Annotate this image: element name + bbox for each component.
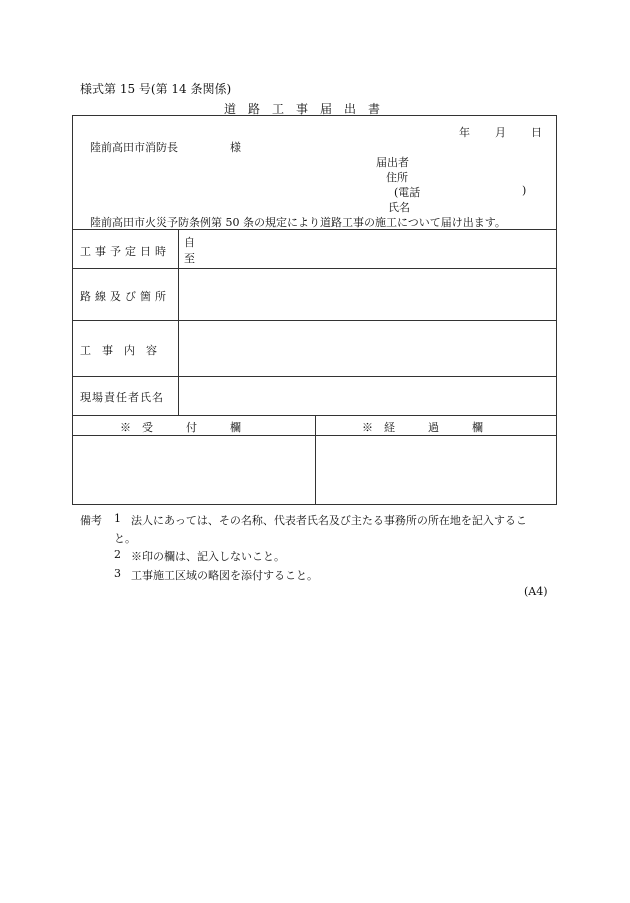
honorific: 様 — [230, 141, 241, 154]
content-field[interactable] — [180, 322, 555, 374]
address-label: 住所 — [386, 171, 408, 184]
note-1-text: 法人にあっては、その名称、代表者氏名及び主たる事務所の所在地を記入するこ — [131, 514, 527, 527]
route-label: 路線及び箇所 — [80, 290, 170, 303]
statement: 陸前高田市火災予防条例第 50 条の規定により道路工事の施工について届け出ます。 — [90, 216, 506, 229]
bottom-column-divider — [315, 415, 316, 505]
schedule-field[interactable] — [200, 231, 555, 266]
notes-label: 備考 — [80, 514, 102, 527]
content-label: 工 事 内 容 — [80, 344, 157, 357]
note-1-continuation: と。 — [114, 532, 136, 545]
divider-after-route — [72, 320, 557, 321]
divider-after-content — [72, 376, 557, 377]
note-3-text: 工事施工区域の略図を添付すること。 — [131, 569, 318, 582]
addressee: 陸前高田市消防長 — [90, 141, 178, 154]
note-1-number: 1 — [114, 512, 121, 525]
from-label: 自 — [184, 236, 195, 249]
progress-label: ※ 経 過 欄 — [362, 421, 483, 434]
name-label: 氏名 — [388, 201, 410, 214]
note-3-number: 3 — [114, 567, 121, 580]
note-2-text: ※印の欄は、記入しないこと。 — [131, 550, 285, 563]
note-2-number: 2 — [114, 548, 121, 561]
form-number: 様式第 15 号(第 14 条関係) — [80, 82, 232, 96]
divider-after-schedule — [72, 268, 557, 269]
manager-field[interactable] — [180, 378, 555, 413]
reception-label: ※ 受 付 欄 — [120, 421, 241, 434]
phone-open: (電話 — [394, 186, 421, 199]
date-year-label: 年 — [459, 126, 470, 139]
form-title: 道 路 工 事 届 出 書 — [224, 102, 381, 116]
date-day-label: 日 — [531, 126, 542, 139]
applicant-label: 届出者 — [376, 156, 409, 169]
label-column-divider — [178, 229, 179, 415]
paper-size: (A4) — [524, 585, 548, 598]
to-label: 至 — [184, 252, 195, 265]
manager-label: 現場責任者氏名 — [80, 391, 164, 404]
route-field[interactable] — [180, 270, 555, 318]
schedule-label: 工事予定日時 — [80, 245, 170, 258]
date-month-label: 月 — [495, 126, 506, 139]
phone-close: ) — [522, 184, 527, 197]
